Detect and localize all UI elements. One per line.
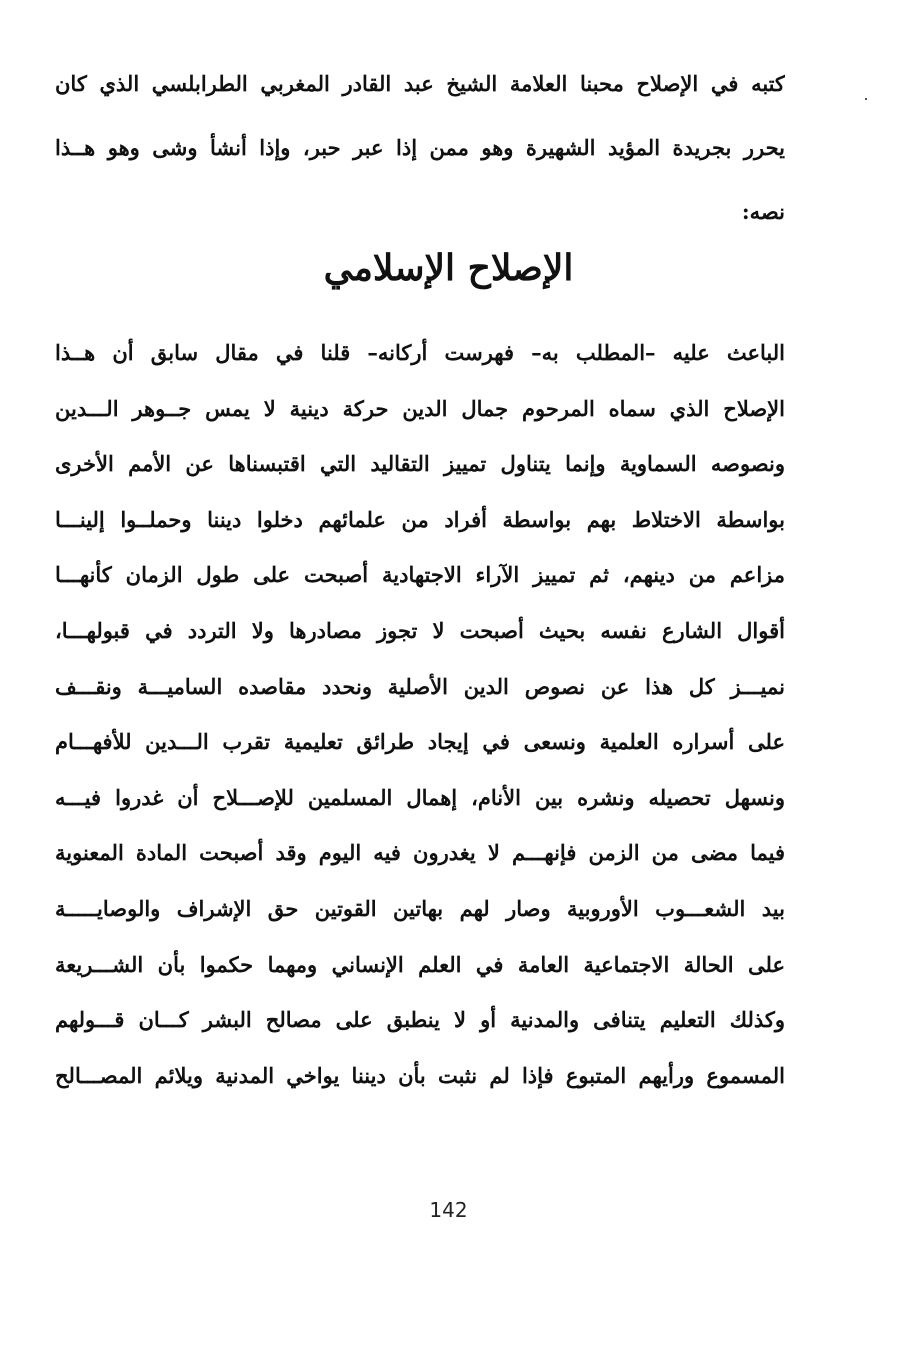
body-line: ونصوصه السماوية وإنما يتناول تمييز التقاليد التي اقتبسناها عن الأمم الأخرى <box>55 451 785 477</box>
body-line: المسموع ورأيهم المتبوع فإذا لم نثبت بأن ديننا يواخي المدنية ويلائم المصـــالح <box>55 1062 785 1088</box>
body-line: مزاعم من دينهم، ثم تمييز الآراء الاجتهادية أصبحت على طول الزمان كأنهـــا <box>55 562 785 588</box>
intro-line: يحرر بجريدة المؤيد الشهيرة وهو ممن إذا عبر حبر، وإذا أنشأ وشى وهو هــذا <box>55 135 785 160</box>
body-paragraph <box>55 325 785 1103</box>
body-line: نميـــز كل هذا عن نصوص الدين الأصلية ونحدد مقاصده الساميـــة ونقـــف <box>55 673 785 699</box>
intro-paragraph <box>55 52 785 244</box>
intro-line: نصه: <box>741 199 785 224</box>
body-line: على الحالة الاجتماعية العامة في العلم الإنساني ومهما حكموا بأن الشـــريعة <box>55 951 785 977</box>
body-line: بيد الشعـــوب الأوروبية وصار لهم بهاتين القوتين حق الإشراف والوصايـــــة <box>55 895 785 921</box>
body-line: الإصلاح الذي سماه المرحوم جمال الدين حركة دينية لا يمس جــوهر الـــدين <box>55 395 785 421</box>
page-number: 142 <box>429 1198 468 1222</box>
body-line: فيما مضى من الزمن فإنهـــم لا يغدرون فيه اليوم وقد أصبحت المادة المعنوية <box>55 840 785 866</box>
body-line: الباعث عليه –المطلب به– فهرست أركانه– قلنا في مقال سابق أن هــذا <box>55 340 785 365</box>
body-line: بواسطة الاختلاط بهم بواسطة أفراد من علمائهم دخلوا ديننا وحملــوا إلينـــا <box>55 506 785 532</box>
body-line: على أسراره العلمية ونسعى في إيجاد طرائق تعليمية تقرب الـــدين للأفهـــام <box>55 729 785 755</box>
body-line: أقوال الشارع نفسه بحيث أصبحت لا تجوز مصادرها ولا التردد في قبولهـــا، <box>55 617 785 643</box>
scan-speck <box>865 98 867 100</box>
section-heading: الإصلاح الإسلامي <box>323 247 574 289</box>
body-line: وكذلك التعليم يتنافى والمدنية أو لا ينطبق على مصالح البشر كـــان قـــولهم <box>55 1007 785 1033</box>
body-line: ونسهل تحصيله ونشره بين الأنام، إهمال المسلمين للإصـــلاح أن غدروا فيـــه <box>55 784 785 810</box>
intro-line: كتبه في الإصلاح محبنا العلامة الشيخ عبد القادر المغربي الطرابلسي الذي كان <box>55 71 785 96</box>
